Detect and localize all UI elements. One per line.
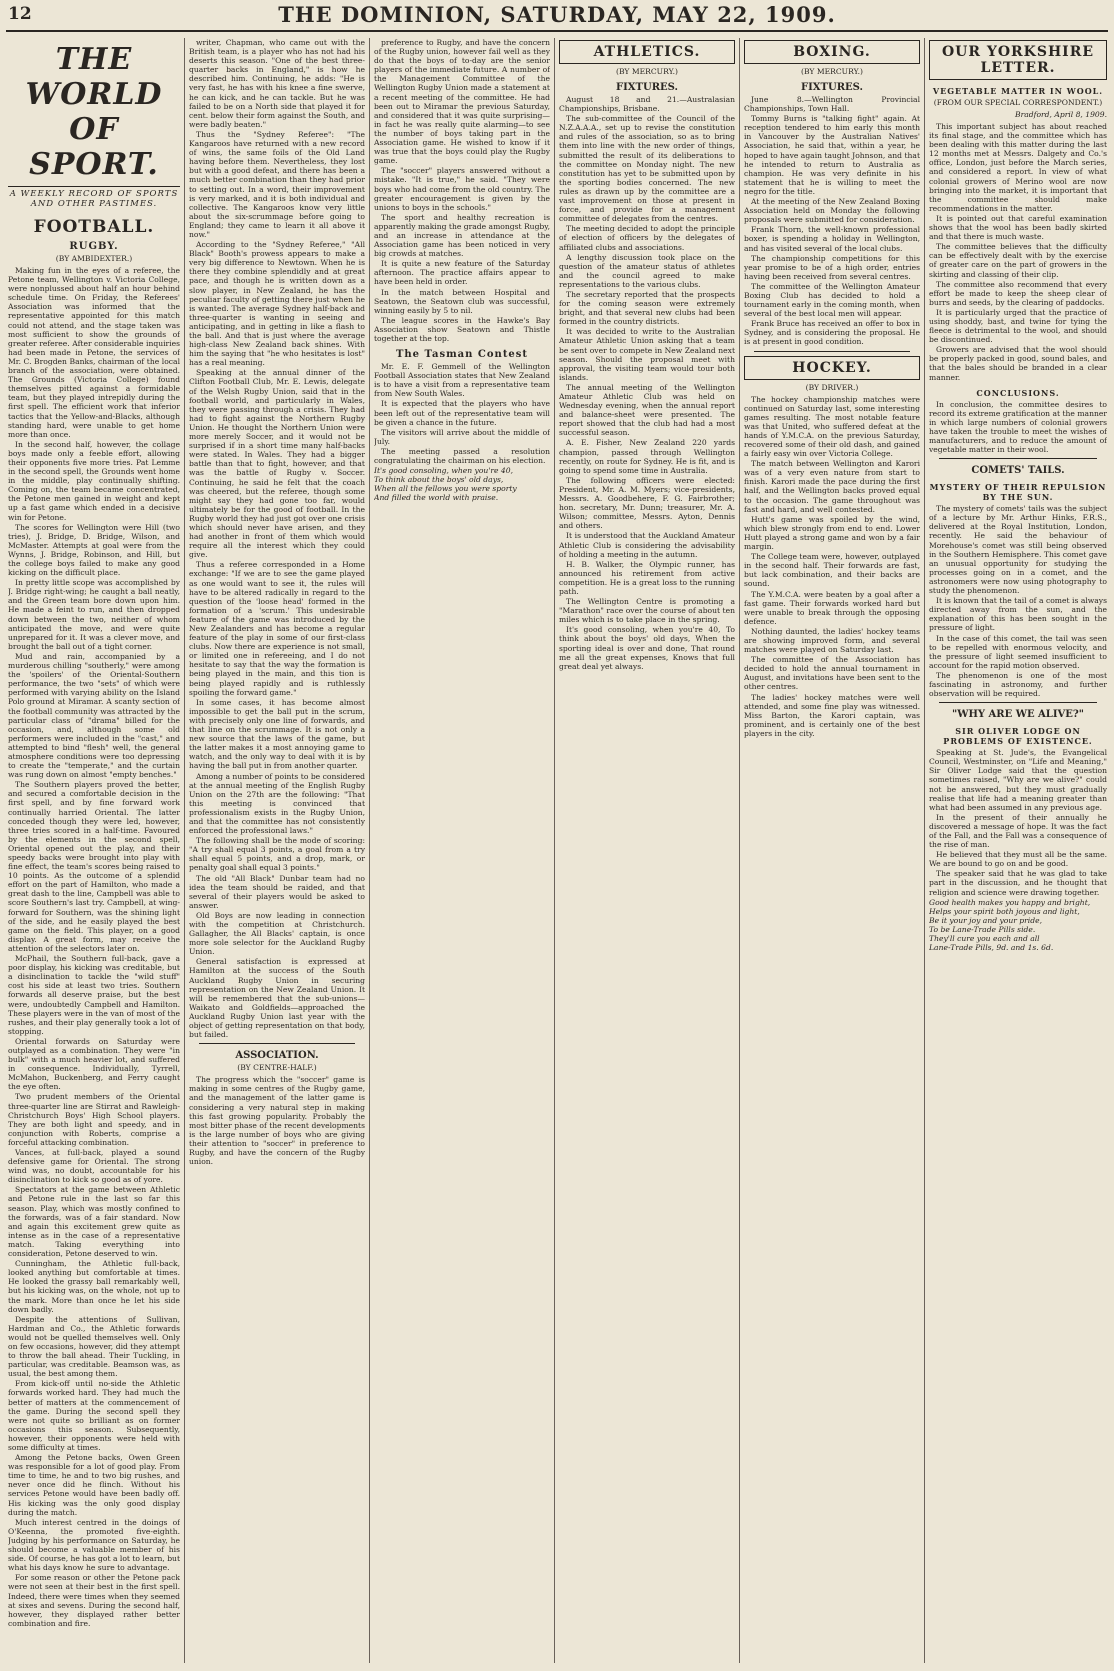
association-heading: ASSOCIATION. — [235, 1050, 319, 1062]
association-article-continued — [374, 38, 550, 343]
section-rule — [199, 1043, 355, 1044]
paragraph: At the meeting of the New Zealand Boxing Association held on Monday the following proposals were submitted for consideration. — [744, 197, 920, 225]
paragraph: preference to Rugby, and have the concern of the Rugby union, however fail well as they do that the boys of to-day are the senior players of the immediate future. A number of the Management Committee of the Wellington Rugby Union made a statement at a recent meeting of the committee. He had been out to Miramar the previous Saturday, and considered that it was quite surprising—in fact he was really quite alarming—to see the number of boys taking part in the Association game. He wished to know if it was true that the boys could play the Rugby game. — [374, 38, 550, 166]
hockey-heading: HOCKEY. — [744, 356, 920, 380]
paragraph: Cunningham, the Athletic full-back, looked anything but comfortable at times. He looked the grassy ball remarkably well, but his kicking was, on the whole, not up to the mark. More than once he let his side down badly. — [8, 1259, 180, 1314]
column-divider — [369, 38, 370, 1663]
paragraph: The "soccer" players answered without a mistake. "It is true," he said. "They were boys who had come from the old country. The greater encouragement is given by the unions to boys in the schools." — [374, 166, 550, 212]
tasman-contest-body — [374, 362, 550, 398]
yorkshire-letter-heading: OUR YORKSHIRE LETTER. — [929, 40, 1107, 80]
paragraph: It is understood that the Auckland Amateur Athletic Club is considering the advisability of holding a meeting in the autumn. — [559, 531, 735, 559]
page-number: 12 — [8, 4, 32, 24]
rugby-byline: (BY AMBIDEXTER.) — [55, 254, 133, 263]
paragraph: The championship competitions for this year promise to be of a high order, entries having been received from several centres. — [744, 253, 920, 281]
advertisement-verse: Good health makes you happy and bright, Helps your spirit both joyous and light, Be it your joy and your pride, To be Lane-Trade Pills side. They'll cure you each and all Lane-Trade Pills, 9d. and 1s. 6d. — [929, 897, 1091, 953]
column-3 — [374, 38, 550, 1663]
paragraph: The mystery of comets' tails was the subject of a lecture by Mr. Arthur Hinks, F.R.S., delivered at the Royal Institution, London, recently. He said the behaviour of Morehouse's comet was still being observed in the Southern Hemisphere. This comet gave an unusual opportunity for studying the processes going on in a comet, and the astronomers were now using photography to study the phenomenon. — [929, 504, 1107, 596]
world-of-sport-subtitle: A WEEKLY RECORD OF SPORTS AND OTHER PASTIMES. — [9, 189, 179, 209]
why-are-we-alive-heading: "WHY ARE WE ALIVE?" — [952, 709, 1084, 721]
paragraph: The following shall be the mode of scoring: "A try shall equal 3 points, a goal from a try shall equal 5 points, and a drop, mark, or penalty goal shall equal 3 points." — [189, 836, 365, 873]
paragraph: It is quite a new feature of the Saturday afternoon. The practice affairs appear to have been held in order. — [374, 259, 550, 287]
football-section-heading: FOOTBALL. — [33, 217, 155, 237]
paragraph: General satisfaction is expressed at Hamilton at the success of the South Auckland Rugby Union in securing representation on the New Zealand Union. It will be remembered that the sub-unions—Waikato and Goldfields—approached the Auckland Rugby Union last year with the object of getting representation on that body, but failed. — [189, 957, 365, 1040]
paragraph: Among the Petone backs, Owen Green was responsible for a lot of good play. From time to time, he and to two big rushes, and never once did he flinch. Without his services Petone would have been badly off. His kicking was the only good display during the match. — [8, 1453, 180, 1517]
rugby-subheading: RUGBY. — [69, 241, 119, 252]
paragraph: The scores for Wellington were Hill (two tries), J. Bridge, D. Bridge, Wilson, and McMaster. Attempts at goal were from the Wynns, J. Bridge, Robinson, and Hill, but the college boys failed to make any good kicking on the difficult place. — [8, 522, 180, 578]
paragraph: The meeting decided to adopt the principle of election of officers by the delegates of affiliated clubs and associations. — [559, 224, 735, 252]
paragraph: The Wellington Centre is promoting a "Marathon" race over the course of about ten miles which is to take place in the spring. — [559, 597, 735, 625]
association-byline: (BY CENTRE-HALF.) — [237, 1063, 317, 1073]
association-closing — [374, 399, 550, 465]
paragraph: The following officers were elected: President, Mr. A. M. Myers; vice-presidents, Messrs. A. Goodbehere, F. G. Fairbrother; hon. secretary, Mr. Dunn; treasurer, Mr. A. Wilson; committee, Messrs. Ayton, Dennis and others. — [559, 475, 735, 531]
column-divider — [554, 38, 555, 1663]
yorkshire-letter-body — [929, 122, 1107, 382]
paragraph: In pretty little scope was accomplished by J. Bridge right-wing; he caught a ball neatly, and the Green team bore down upon him. He made a feint to run, and then dropped down between the two, neither of whom anticipated the move, and were quite unprepared for it. It was a clever move, and brought the ball out of a tight corner. — [8, 578, 180, 651]
paragraph: The old "All Black" Dunbar team had no idea the team should be raided, and that several of their players would be asked to answer. — [189, 873, 365, 910]
paragraph: It is pointed out that careful examination shows that the wool has been badly skirted and that there is much waste. — [929, 213, 1107, 242]
headline-rule — [8, 186, 180, 187]
verse: It's good consoling, when you're 40, To think about the boys' old days, When all the fellows you were sporty And filled the world with praise. — [374, 466, 517, 503]
rugby-article-body — [8, 266, 180, 1628]
vegetable-matter-subheading: VEGETABLE MATTER IN WOOL. — [932, 86, 1104, 96]
paragraph: The match between Wellington and Karori was of a very even nature from start to finish. Karori made the pace during the first half, and the Wellington backs proved equal to the occasion. The game throughout was fast and hard, and well contested. — [744, 459, 920, 514]
paragraph: A. E. Fisher, New Zealand 220 yards champion, passed through Wellington recently, on route for Sydney. He is fit, and is going to spend some time in Australia. — [559, 438, 735, 475]
paragraph: It is known that the tail of a comet is always directed away from the sun, and the explanation of this has been sought in the pressure of light. — [929, 596, 1107, 633]
paragraph: The committee of the Wellington Amateur Boxing Club has decided to hold a tournament early in the coming month, when several of the best local men will appear. — [744, 281, 920, 319]
paragraph: The secretary reported that the prospects for the coming season were extremely bright, and that several new clubs had been formed in the country districts. — [559, 289, 735, 327]
paragraph: The progress which the "soccer" game is making in some centres of the Rugby game, and the management of the latter game is considering a very natural step in making this fast growing popularity. Probably the most bitter phase of the recent developments is the large number of boys who are giving their attention to "soccer" in preference to Rugby, and have the concern of the Rugby union. — [189, 1075, 365, 1167]
column-4 — [559, 38, 735, 1663]
athletics-heading: ATHLETICS. — [559, 40, 735, 64]
paragraph: Speaking at St. Jude's, the Evangelical Council, Westminster, on "Life and Meaning," Sir Oliver Lodge said that the question sometimes raised, "Why are we alive?" could not be answered, but they must gradually realise that life had a meaning greater than what had been assumed in any previous age. — [929, 748, 1107, 812]
paragraph: Mr. E. F. Gemmell of the Wellington Football Association states that New Zealand is to have a visit from a representative team from New South Wales. — [374, 362, 550, 399]
paragraph: The committee believes that the difficulty can be effectively dealt with by the exercise of greater care on the part of growers in the skirting and classing of their clip. — [929, 242, 1107, 279]
paragraph: In the match between Hospital and Seatown, the Seatown club was successful, winning easily by 5 to nil. — [374, 287, 550, 315]
paragraph: The phenomenon is one of the most fascinating in astronomy, and further observation will be required. — [929, 670, 1107, 699]
paragraph: The meeting passed a resolution congratulating the chairman on his election. — [374, 446, 550, 466]
paragraph: Despite the attentions of Sullivan, Hardman and Co., the Athletic forwards would not be quelled themselves well. Only on few occasions, however, did they attempt to throw the ball ahead. Their Tuckling, in particular, was creditable. Beamson was, as usual, the best among them. — [8, 1314, 180, 1379]
paragraph: Frank Bruce has received an offer to box in Sydney, and is considering the proposal. He is at present in good condition. — [744, 319, 920, 347]
dateline: Bradford, April 8, 1909. — [1015, 110, 1107, 119]
section-rule — [939, 702, 1097, 703]
boxing-fixtures: June 8.—Wellington Provincial Championships, Town Hall. — [744, 95, 920, 114]
column-divider — [739, 38, 740, 1663]
column-divider — [184, 38, 185, 1663]
column-5 — [744, 38, 920, 1663]
tasman-contest-heading: The Tasman Contest — [395, 349, 529, 361]
special-correspondent-byline: (FROM OUR SPECIAL CORRESPONDENT.) — [933, 98, 1103, 107]
paragraph: Hutt's game was spoiled by the wind, which blew strongly from end to end. Lower Hutt played a strong game and won by a fair margin. — [744, 514, 920, 552]
masthead-rule — [6, 30, 1108, 32]
paragraph: The Y.M.C.A. were beaten by a goal after a fast game. Their forwards worked hard but were unable to break through the opposing defence. — [744, 589, 920, 626]
paragraph: The visitors will arrive about the middle of July. — [374, 427, 550, 446]
paragraph: According to the "Sydney Referee," "All Black" Booth's prowess appears to make a very big difference to Newtown. When he is there they combine splendidly and at great pace, and though he is written down as a slow player, in New Zealand, he has the peculiar faculty of getting there just when he is wanted. The average Sydney half-back and three-quarter is wanting in seeing and anticipating, and in getting in like a flash to the ball. And that is just where the average high-class New Zealand back shines. With him the saying that "he who hesitates is lost" has a real meaning. — [189, 240, 365, 368]
hockey-article-body — [744, 395, 920, 738]
world-of-sport-headline: THE WORLD OF SPORT. — [25, 42, 163, 182]
paragraph: The annual meeting of the Wellington Amateur Athletic Club was held on Wednesday evening, when the annual report and balance-sheet were presented. The report showed that the club had had a most successful season. — [559, 382, 735, 438]
paragraph: The sport and healthy recreation is apparently making the grade amongst Rugby, and an increase in attendance at the Association game has been noticed in very big crowds at matches. — [374, 212, 550, 259]
paragraph: It was decided to write to the Australian Amateur Athletic Union asking that a team be sent over to compete in New Zealand next season. Should the proposal meet with approval, the visiting team would tour both islands. — [559, 327, 735, 382]
association-article-body — [189, 1075, 365, 1166]
paragraph: Nothing daunted, the ladies' hockey teams are showing improved form, and several matches were played on Saturday last. — [744, 626, 920, 655]
paragraph: Making fun in the eyes of a referee, the Petone team, Wellington v. Victoria College, were nonplussed about half an hour behind schedule time. On Friday, the Referees' Association was informed that the representative appointed for this match could not attend, and the stage taken was most sufficient to show the grounds of greater referee. After considerable inquiries had been made in Petone, the services of Mr. C. Brogden Banks, chairman of the local branch of the association, were obtained. The Grounds (Victoria College) found themselves pitted against a formidable team, but they played intrepidly during the first spell. The efficient work that inferior tactics that the Yellow-and-Blacks, although standing hard, were unable to get home more than once. — [8, 266, 180, 439]
boxing-heading: BOXING. — [744, 40, 920, 64]
section-rule — [754, 351, 910, 352]
paragraph: The hockey championship matches were continued on Saturday last, some interesting games resulting. The most notable feature was that United, who suffered defeat at the hands of Y.M.C.A. on the previous Saturday, recovered some of their old dash, and gained a fairly easy win over Victoria College. — [744, 394, 920, 459]
section-rule — [939, 458, 1097, 459]
paragraph: Tommy Burns is "talking fight" again. At reception tendered to him early this month in Vancouver by the Australian Natives' Association, he said that, within a year, he hoped to have again taught Johnson, and that he intended to return to Australia as champion. He was very definite in his statement that he is willing to meet the negro for the title. — [744, 114, 920, 196]
lodge-article-body — [929, 748, 1107, 897]
paragraph: A lengthy discussion took place on the question of the amateur status of athletes and the council agreed to make representations to the various clubs. — [559, 252, 735, 289]
paragraph: The Southern players proved the better, and secured a comfortable decision in the first spell, and by fine forward work continually harried Oriental. The latter conceded though they were led, however, three tries scored in a half-time. Favoured by the elements in the second spell, Oriental opened out the play, and their speedy backs were brought into play with fine effect, the team's scores being raised to 10 points. As the outcome of a splendid effort on the part of Hamilton, who made a great dash to the line, Campbell was able to score Southern's last try. Campbell, at wing-forward for Southern, was the shining light of the side, and he easily played the best game on the field. This player, on a good display. A great form, may receive the attention of the selectors later on. — [8, 780, 180, 953]
paragraph: Thus the "Sydney Referee": "The Kangaroos have returned with a new record of wins, the same foils of the Old Land having before them. Nevertheless, they lost but with a good defeat, and there has been a much better combination than they had prior to setting out. In a word, their improvement is very marked, and it is both individual and collective. The Kangaroos know very little about the six-scrummage before going to England; they came to learn it all above it now." — [189, 129, 365, 239]
paragraph: In the second half, however, the collage boys made only a feeble effort, allowing their opponents five more tries. Pat Lemme in the second spell, the Grounds went home in the middle, play continually shifting. Coming on, the team became concentrated, the Petone men gained in weight and kept up a fast game which ended in a decisive win for Petone. — [8, 439, 180, 522]
paragraph: For some reason or other the Petone pack were not seen at their best in the first spell. Indeed, there were times when they seemed at sixes and sevens. During the second half, however, they displayed rather better combination and fire. — [8, 1573, 180, 1628]
paragraph: Growers are advised that the wool should be properly packed in good, sound bales, and that the bales should be branded in a clear manner. — [929, 345, 1107, 382]
paragraph: In the case of this comet, the tail was seen to be repelled with enormous velocity, and the pressure of light seemed insufficient to account for the rapid motion observed. — [929, 633, 1107, 670]
paragraph: In the present of their annually he discovered a message of hope. It was the fact of the Fall, and the Fall was a consequence of the rise of man. — [929, 812, 1107, 850]
paragraph: H. B. Walker, the Olympic runner, has announced his retirement from active competition. He is a great loss to the running path. — [559, 559, 735, 596]
paper-title: THE DOMINION, SATURDAY, MAY 22, 1909. — [278, 2, 836, 27]
paragraph: Spectators at the game between Athletic and Petone rule in the last so far this season. Play, which was mostly confined to the forwards, was of a fair standard. Now and again this excitement grew quite as intense as in the case of a representative match. Taking everything into consideration, Petone deserved to win. — [8, 1185, 180, 1259]
comets-article-body — [929, 504, 1107, 698]
paragraph: The College team were, however, outplayed in the second half. Their forwards are fast, but lack combination, and their backs are sound. — [744, 552, 920, 589]
column-2 — [189, 38, 365, 1663]
paragraph: Old Boys are now leading in connection with the competition at Christchurch. Gallagher, the All Blacks' captain, is once more sole selector for the Auckland Rugby Union. — [189, 910, 365, 957]
paragraph: The speaker said that he was glad to take part in the discussion, and he thought that religion and science were drawing together. — [929, 869, 1107, 897]
athletics-fixtures: August 18 and 21.—Australasian Championships, Brisbane. — [559, 95, 735, 114]
paragraph: Among a number of points to be considered at the annual meeting of the English Rugby Union on the 27th are the following: "That this meeting is convinced that professionalism exists in the Rugby Union, and that the committee has not consistently enforced the professional laws." — [189, 771, 365, 836]
mystery-subheading: MYSTERY OF THEIR REPULSION BY THE SUN. — [929, 482, 1107, 503]
comets-tails-heading: COMETS' TAILS. — [971, 465, 1065, 477]
paragraph: Much interest centred in the doings of O'Keenna, the promoted five-eighth. Judging by his performance on Saturday, he should become a valuable member of his side. Of course, he has got a lot to learn, but what his days know he sure to advantage. — [8, 1517, 180, 1573]
boxing-fixtures-heading: FIXTURES. — [801, 82, 863, 93]
rugby-article-continued — [189, 38, 365, 1039]
paragraph: The committee of the Association has decided to hold the annual tournament in August, and invitations have been sent to the other centres. — [744, 655, 920, 692]
paragraph: In conclusion, the committee desires to record its extreme gratification at the manner in which large numbers of colonial growers have taken the trouble to meet the wishes of manufacturers, and to reduce the amount of vegetable matter in their wool. — [929, 399, 1107, 455]
paragraph: The ladies' hockey matches were well attended, and some fine play was witnessed. Miss Barton, the Karori captain, was prominent, and is certainly one of the best players in the city. — [744, 692, 920, 738]
paragraph: It's good consoling, when you're 40, To think about the boys' old days, When the sporting ideal is over and done, That round me all the great expenses, Knows that full great deal yet always. — [559, 625, 735, 671]
oliver-lodge-subheading: SIR OLIVER LODGE ON PROBLEMS OF EXISTENCE. — [943, 726, 1093, 747]
boxing-article-body — [744, 114, 920, 346]
paragraph: McPhail, the Southern full-back, gave a poor display, his kicking was creditable, but a disinclination to tackle the "wild stuff" cost his side at least two tries. Southern forwards all deserve praise, but the best were, undoubtedly Campbell and Hamilton. These players were in the van of most of the rushes, and their play generally took a lot of stopping. — [8, 954, 180, 1036]
paragraph: He believed that they must all be the same. We are bound to go on and be good. — [929, 850, 1107, 869]
athletics-article-body — [559, 114, 735, 671]
column-6 — [929, 38, 1107, 1663]
paragraph: It is expected that the players who have been left out of the representative team will be given a chance in the future. — [374, 399, 550, 427]
paragraph: Thus a referee corresponded in a Home exchange: "If we are to see the game played as one would want to see it, the rules will have to be altered radically in regard to the question of the 'loose head' formed in the formation of a 'scrum.' This undesirable feature of the game was introduced by the New Zealanders and has become a regular feature of the play in some of our first-class clubs. Now there are experience is not small, or limited one in refereeing, and I do not hesitate to say that the way the formation is being played in the main, and this tion is being played rapidly and is ruthlessly spoiling the forward game." — [189, 560, 365, 697]
column-1 — [8, 38, 180, 1663]
athletics-fixtures-heading: FIXTURES. — [616, 82, 678, 93]
paragraph: Mud and rain, accompanied by a murderous chilling "southerly," were among the 'spoilers' of the Oriental-Southern performance, the two "sets" of which were performed with varying ability on the Island Polo ground at Miramar. A scanty section of the football community was attracted by the particular class of "drama" billed for the occasion, and, although some old performers were included in the "cast," and attempted to bind "flesh" well, the general atmosphere conditions were too depressing to create the "temperate," and the curtain was rung down on almost "empty benches." — [8, 651, 180, 780]
paragraph: This important subject has about reached its final stage, and the committee which has been dealing with this matter during the last 12 months met at Messrs. Dalgety and Co.'s office, London, just before the March series, and considered a report. In view of what colonial growers of Merino wool are now bringing into the market, it is important that the committee should make recommendations in the matter. — [929, 122, 1107, 213]
paragraph: Frank Thorn, the well-known professional boxer, is spending a holiday in Wellington, and has visited several of the local clubs. — [744, 225, 920, 253]
paragraph: The league scores in the Hawke's Bay Association show Seatown and Thistle together at the top. — [374, 315, 550, 343]
paragraph: In some cases, it has become almost impossible to get the ball put in the scrum, with precisely only one line of forwards, and that line on the scrummage. It is not only a new source that the laws of the game, but the latter makes it a most annoying game to watch, and the only way to deal with it is by having the ball put in from another quarter. — [189, 697, 365, 771]
conclusions-heading: CONCLUSIONS. — [976, 387, 1060, 398]
paragraph: writer, Chapman, who came out with the British team, is a player who has not had his deserts this season. "One of the best three-quarter backs in England," is how he described him. Continuing, he adds: "He is very fast, he has with his knee a fine swerve, he can kick, and he can tackle. But he was failed to be on a North side that played it for cent. below their form against the South, and were badly beaten." — [189, 38, 365, 129]
paragraph: Vances, at full-back, played a sound defensive game for Oriental. The strong wind was, no doubt, accountable for his disinclination to kick so good as of yore. — [8, 1148, 180, 1185]
paragraph: It is particularly urged that the practice of using shoddy, bast, and twine for tying the fleece is detrimental to the wool, and should be discontinued. — [929, 307, 1107, 345]
paragraph: Two prudent members of the Oriental three-quarter line are Stirrat and Rawleigh-Christchurch Boys' High School players. They are both light and speedy, and in conjunction with Roberts, comprise a forceful attacking combination. — [8, 1092, 180, 1147]
paragraph: The committee also recommend that every effort be made to keep the sheep clear of burrs and seeds, by the clearing of paddocks. — [929, 279, 1107, 307]
paragraph: From kick-off until no-side the Athletic forwards worked hard. They had much the better of matters at the commencement of the game. During the second spell they were not quite so brilliant as on former occasions this season. Subsequently, however, their opponents were held with some difficulty at times. — [8, 1379, 180, 1452]
boxing-byline: (BY MERCURY.) — [801, 67, 863, 76]
paragraph: The sub-committee of the Council of the N.Z.A.A.A., set up to revise the constitution and rules of the association, so as to bring them into line with the new order of things, submitted the result of its deliberations to the committee on Monday night. The new constitution has yet to be submitted upon by the sporting bodies concerned. The new rules as drawn up by the committee are a vast improvement on those at present in force, and provide for a management committee of delegates from the centres. — [559, 114, 735, 224]
athletics-byline: (BY MERCURY.) — [616, 67, 678, 76]
hockey-byline: (BY DRIVER.) — [805, 382, 859, 392]
column-divider — [924, 38, 925, 1663]
paragraph: Speaking at the annual dinner of the Clifton Football Club, Mr. E. Lewis, delegate of the Welsh Rugby Union, said that in the football world, and particularly in Wales, they were passing through a crisis. They had had to fight against the Northern Rugby Union. He thought the Northern Union were more merely Soccer, and it would not be surprised if in a short time many half-backs were stated. In Wales. They had a bigger battle than that to fight, however, and that was the battle of Rugby v. Soccer. Continuing, he said he felt that the coach was cheered, but the referee, though some might say they had gone too far, would ultimately be for the good of football. In the Rugby world they had just got over one crisis which should never have arisen, and they had another in front of them which would require all the interest which they could give. — [189, 368, 365, 560]
paragraph: Oriental forwards on Saturday were outplayed as a combination. They were "in bulk" with a much heavier lot, and suffered in consequence. Individually, Tyrrell, McMahon, Buckenberg, and Ferry caught the eye often. — [8, 1036, 180, 1092]
masthead — [0, 0, 1114, 34]
